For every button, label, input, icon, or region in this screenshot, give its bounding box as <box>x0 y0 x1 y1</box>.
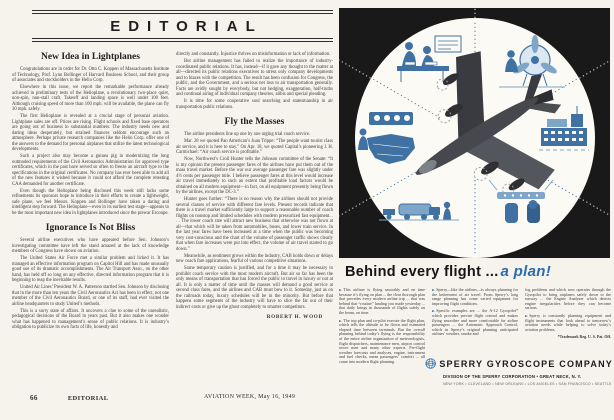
ad-paragraph-text: Specific examples are ... the A-12 Gyropilot* which provides precise flight control and makes flying smoother and more comfortable for airline passengers ... the Automatic Approach Control, which in Sperry’s original planning anticipated airlines’ weather, smoke and <box>432 308 518 337</box>
header-rule <box>32 13 333 14</box>
editorial-paragraph: directly and constantly. Injustice thrives on misinformation or lack of information. <box>176 52 331 57</box>
footer-section-label: EDITORIAL <box>67 395 109 402</box>
editorial-paragraph: Elsewhere in this issue, we report the remarkable performance already achieved in preliminary tests of the Helioplane, a revolutionary two-place quiet, non-spin, non-stall craft. Takeoff and landing space is well under 100 feet. Although cruising speed of more than 100 mph. will be available, the plane can fly 30 mph. safely. <box>12 85 169 112</box>
section-heading-lightplanes: New Idea in Lightplanes <box>41 52 140 62</box>
header-rule <box>32 41 333 42</box>
editorial-paragraph: Mar. 28 we quoted Pan American’s Juan Trippe: “The people want tourist class air service, and it is here to stay.” On Apr. 18, we quoted Capital’s pioneering J. H. Carmichael: “Air coach service is profitable.” <box>176 139 333 155</box>
editorial-paragraph: Now, Northwest’s Croil Hunter tells the Johnson committee of the Senate: “It is my opinion the present passenger fares of the airlines have put them out of the mass travel market. Before the war our average passenger fare was slightly under 4½ cents per passenger mile. I believe passenger fares at this level would increase air travel immediately to such an extent that profitable load factors would be obtained on all modern equipment—in fact, on all equipment presently being flown by the airlines, except the DC-3.” <box>176 157 333 195</box>
section-heading-fly-the-masses: Fly the Masses <box>224 117 285 127</box>
ad-headline <box>345 263 551 280</box>
editorial-paragraph: Some temporary caution is justified, and for a time it may be necessary to prohibit coach service with the most modern aircraft. But air so far has been the only means of transportation that has forced the public to travel in luxury or not at all. It is only a matter of time until the masses will demand a good service at second class fares, and the airlines and CAB must bow to it. Someday, just as on the railroads today, luxury schedules will be in the minority. But before that happens some segments of the industry will have to slice the fat out of their indirect costs or give up the ghost completely to smarter competitors. <box>176 266 333 310</box>
ad-paragraph-text: The trip plan and co-pilot execute the flight plan, which tells the altitude to be flown and estimated elapsed time between terminals. But the overall planning behind today’s flying is the responsibility of the entire airline organization of meteorologists, flight dispatchers, maintenance men, airport control tower men and many other experts. Pre-flight weather forecasts and analyses, engine, instrument and fuel checks, mean passengers’ comfort ... all come into modern flight planning. <box>339 317 425 364</box>
ad-headline-black: Behind every flight ... <box>345 264 499 280</box>
journal-footer: AVIATION WEEK, May 16, 1949 <box>204 394 296 400</box>
plane-marker-icon: ► <box>339 318 342 323</box>
company-block <box>425 356 613 386</box>
ad-paragraph <box>525 314 611 332</box>
ad-paragraph <box>432 309 518 337</box>
page-number: 66 <box>30 394 38 402</box>
plane-marker-icon: ► <box>432 309 435 314</box>
page-header <box>32 10 333 44</box>
sperry-advertisement <box>337 6 614 416</box>
editorial-paragraph: The United States Air Force met a similar problem and licked it. It has managed an effective information program on Capitol Hill and has made unusually good use of its dramatic accomplishments. The Air Transport Assn., on the other hand, has held off so long on any effective, directed information program that it is beginning to reap the inevitable results. <box>12 256 169 283</box>
editorial-paragraph: Several airline executives who have appeared before Sen. Johnson’s investigating committee have left the stand amazed at the lack of knowledge members of Congress have shown on aviation. <box>12 238 169 254</box>
editorial-paragraph: Such a project also may become a guinea pig in modernizing the long outmoded requirements of the Civil Aeronautics Administration for approved type certificates, which in the past have served so often to freeze an aircraft type to the specifications in the original certificates. No company has ever been able to add all of the new features it wished because it could not afford the complete retesting CAA demanded for another certificate. <box>12 154 169 187</box>
ad-paragraph-text: fog problems and which now operates through the Gyropilot to bring airplanes safely down to the runway ... the Engine Analyzer which detects engine irregularities before they can become serious. <box>525 287 611 311</box>
ad-paragraph-text: This airliner is flying smoothly and on time because it’s flying on plan ... the clear thorough plan that precedes every modern airline trip ... that was behind that “routine” landing you made yesterday ... that daily brings in thousands of flights safely on the beam, on time. <box>339 287 425 315</box>
editorial-left-column <box>12 52 169 332</box>
trademark-footnote: *Trademark Reg. U. S. Pat. Off. <box>557 335 611 340</box>
ad-paragraph <box>339 288 425 316</box>
author-signature: ROBERT H. WOOD <box>266 314 323 320</box>
ad-paragraph <box>432 288 518 306</box>
editorial-paragraph: But airline management has failed to realize the importance of industry-coordinated public relations. It has, instead—if it gave any thought to the matter at all—directed its public relations executives to stress only company developments and to blazes with the competition. The result has been confusion for Congress, the public, and the Government, and a serious net loss to air transportation generally. Facts are avidly sought by everybody, but not hedging, exaggeration, half-truths and continual airing of individual company theories, alibis and special pleading. <box>176 59 333 97</box>
header-rule <box>32 10 333 11</box>
editorial-paragraph: It is time for some cooperative soul searching and statesmanship in air transportation public relations. <box>176 99 333 110</box>
section-heading-ignorance: Ignorance Is Not Bliss <box>45 223 136 233</box>
page-title: EDITORIAL <box>110 18 263 35</box>
editorial-paragraph: United Air Lines’ President W. A. Patterson startled Sen. Johnson by disclosing that in the more than ten years the Civil Aeronautics Act has been in effect, not one member of the Civil Aeronautics Board, or one of its staff, had ever visited the airline headquarters to study United’s methods. <box>12 285 169 307</box>
editorial-paragraph: Hunter goes further: “There is no reason why the airlines should not provide several classes of service with different fare levels. Present records indicate that there is a travel market sufficiently large to support a reasonable number of coach flights on nonstop and limited schedules with modern pressurized fast equipment. . . . The lower coach rate will attract new business that otherwise was not flown at all—that which will be taken from automobiles, buses, and lower train service. In the last year fares have been increased at a time when the public was becoming very cost-conscious and the chart of the volume of passenger traffic shows clearly that when fare increases were put into effect, the volume of air travel started to go down.” <box>176 197 333 252</box>
ad-paragraph-text: Sperry—like the airlines—is always planning for the betterment of air travel. From Sperry’s long range planning has come varied equipment for improving flight conditions. <box>432 287 518 306</box>
ad-paragraph-text: Sperry is constantly planning equipment and flight instruments that look ahead to tomorrow’s aviation needs while helping to solve today’s aviation problems. <box>525 312 611 332</box>
editorial-paragraph: Meanwhile, as sentiment grows within the industry, CAB holds down or delays new coach fare applications, fearful of various competitive situations. <box>176 253 333 264</box>
sperry-logo-icon <box>425 356 436 371</box>
ad-paragraph <box>525 288 611 311</box>
plane-marker-icon: ► <box>339 288 342 292</box>
cities-line: NEW YORK • CLEVELAND • NEW ORLEANS • LOS ANGELES • SAN FRANCISCO • SEATTLE <box>443 382 612 386</box>
plane-marker-icon: ► <box>432 288 435 292</box>
editorial-middle-column <box>176 52 333 321</box>
editorial-paragraph: Even though the Helioplane being disclosed this week still lacks some refinements its sponsors hope to introduce in their efforts to create a lightweight, safe plane, we feel Messrs. Koppen and Bollinger have taken a daring and intelligent step forward. The Helioplane—even in its earliest test stage—appears to be the most important new idea in lightplanes introduced since the prewar Ercoupe. <box>12 188 169 216</box>
page-footer-left <box>30 394 109 402</box>
plane-marker-icon: ► <box>525 313 528 318</box>
editorial-paragraph: The airline presidents line up one by one urging trial coach service. <box>184 132 311 137</box>
ad-illustration <box>339 8 610 258</box>
editorial-paragraph: This is a sorry state of affairs. It uncovers a clue to some of the unrealistic, pedagogical decisions of the Board in years past. But it also makes one wonder what has happened to management’s sense of public relations. It is industry’s obligation to publicize its own facts of life, honestly and <box>12 308 169 330</box>
ad-column-1 <box>339 288 425 368</box>
ad-headline-blue: a plan! <box>500 263 551 280</box>
header-rule <box>32 38 333 39</box>
editorial-paragraph: Congratulations are in order for Dr. Otto C. Koppen of Massachusetts Institute of Technology, Prof. Lynn Bollinger of Harvard Business School, and their group of associates and stockholders in the Helio Corp. <box>12 67 169 83</box>
company-name: SPERRY GYROSCOPE COMPANY <box>439 358 613 369</box>
division-line: DIVISION OF THE SPERRY CORPORATION • GREAT NECK, N. Y. <box>443 374 582 379</box>
ad-paragraph <box>339 319 425 365</box>
editorial-paragraph: The first Helioplane is revealed at a crucial stage of personal aviation. Lightplane sales are off. Prices are rising. Flight schools and fixed base operators are going out of business in substantial numbers. The industry needs new and daring ideas desperately, but strained finances seldom encourage such an atmosphere. Perhaps private research companies like the Helio Corp. offer one of the answers to the demand for personal airplanes that utilize the latest technological developments. <box>12 114 169 152</box>
